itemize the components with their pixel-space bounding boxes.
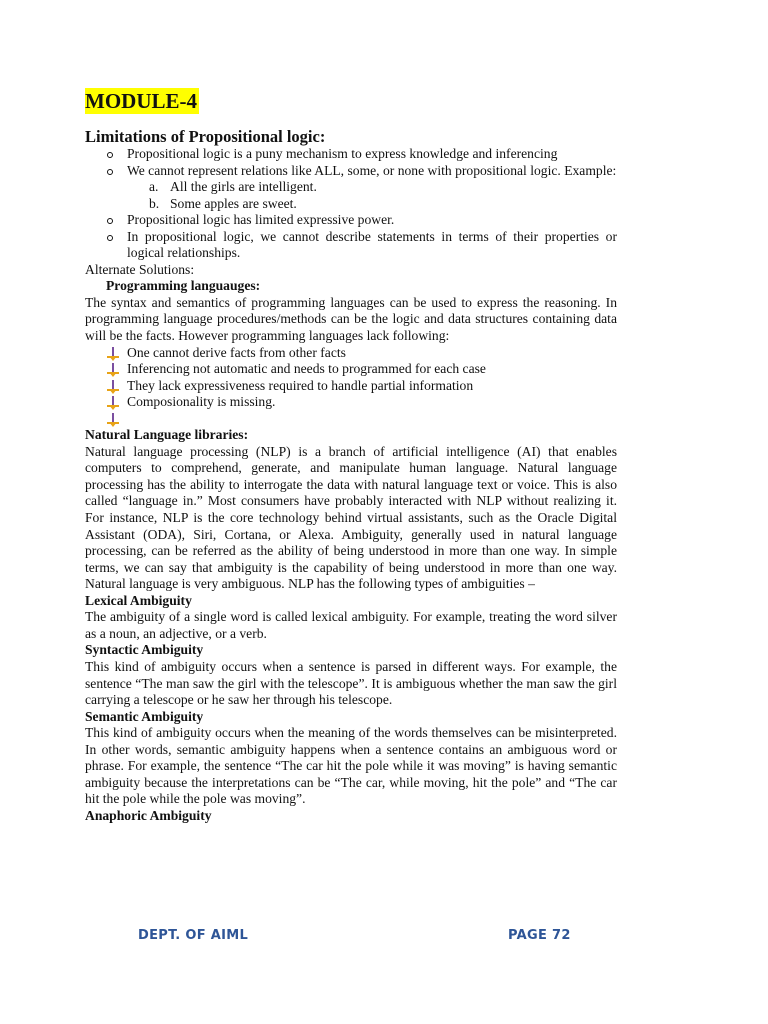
list-item (85, 163, 617, 213)
list-item (85, 345, 617, 362)
arrow-down-bullet-icon (106, 347, 120, 361)
anaphoric-heading: Anaphoric Ambiguity (85, 807, 212, 823)
list-item (85, 411, 617, 428)
list-item-text: One cannot derive facts from other facts (127, 344, 346, 360)
semantic-paragraph: This kind of ambiguity occurs when the meaning of the words themselves can be misinterpreted. In other words, semantic ambiguity happens when a sentence contains an ambiguous word or phrase. For example, the sentence “The car hit the pole while it was moving” is having semantic ambiguity because the interpretations can be “The car, while moving, hit the pole” and “The car hit the pole while the pole was moving”. (85, 725, 617, 807)
programming-lacks-list (85, 345, 617, 428)
arrow-down-bullet-icon (106, 363, 120, 377)
list-item (85, 378, 617, 395)
list-item (85, 179, 617, 196)
list-marker: a. (149, 179, 159, 195)
list-item (85, 361, 617, 378)
footer-department: DEPT. OF AIML (138, 928, 249, 943)
list-item-text: Composionality is missing. (127, 394, 276, 410)
example-list (85, 179, 617, 212)
list-item-text: All the girls are intelligent. (170, 179, 317, 195)
syntactic-heading: Syntactic Ambiguity (85, 642, 204, 658)
list-item (85, 196, 617, 213)
lexical-heading: Lexical Ambiguity (85, 592, 192, 608)
module-title: MODULE-4 (85, 89, 197, 113)
lexical-paragraph: The ambiguity of a single word is called lexical ambiguity. For example, treating the word silver as a noun, an adjective, or a verb. (85, 609, 617, 641)
list-item-text: We cannot represent relations like ALL, some, or none with propositional logic. Example: (127, 162, 617, 178)
alternate-solutions-label: Alternate Solutions: (85, 261, 195, 277)
nl-libraries-heading: Natural Language libraries: (85, 427, 249, 443)
limitations-list (85, 146, 617, 262)
list-item-text: They lack expressiveness required to handle partial information (127, 377, 474, 393)
programming-heading: Programming languauges: (106, 278, 261, 294)
list-marker: b. (149, 195, 160, 211)
list-item: In propositional logic, we cannot describe statements in terms of their properties or logical relationships. (85, 229, 617, 262)
semantic-heading: Semantic Ambiguity (85, 708, 204, 724)
footer-page-number: PAGE 72 (508, 928, 571, 943)
arrow-down-bullet-icon (106, 413, 120, 427)
list-item: Propositional logic has limited expressive power. (85, 212, 617, 229)
nl-libraries-paragraph: Natural language processing (NLP) is a branch of artificial intelligence (AI) that enables computers to comprehend, generate, and manipulate human language. Natural language processing has the ability to interrogate the data with natural language text or voice. This is also called “language in.” Most consumers have probably interacted with NLP without realizing it. For instance, NLP is the core technology behind virtual assistants, such as the Oracle Digital Assistant (ODA), Siri, Cortana, or Alexa. Ambiguity, generally used in natural language processing, can be referred as the ability of being understood in more than one way. In simple terms, we can say that ambiguity is the capability of being understood in more than one way. Natural language is very ambiguous. NLP has the following types of ambiguities – (85, 443, 617, 592)
programming-paragraph: The syntax and semantics of programming languages can be used to express the reasoning. In programming language procedures/methods can be the logic and data structures containing data will be the facts. However programming languages lack following: (85, 294, 617, 344)
arrow-down-bullet-icon (106, 380, 120, 394)
page-content (85, 88, 617, 824)
section-heading-limitations: Limitations of Propositional logic: (85, 127, 326, 146)
list-item-text: Some apples are sweet. (170, 195, 297, 211)
list-item: Propositional logic is a puny mechanism to express knowledge and inferencing (85, 146, 617, 163)
syntactic-paragraph: This kind of ambiguity occurs when a sentence is parsed in different ways. For example, the sentence “The man saw the girl with the telescope”. It is ambiguous whether the man saw the girl carrying a telescope or he saw her through his telescope. (85, 658, 617, 708)
list-item (85, 394, 617, 411)
arrow-down-bullet-icon (106, 396, 120, 410)
list-item-text: Inferencing not automatic and needs to programmed for each case (127, 361, 486, 377)
